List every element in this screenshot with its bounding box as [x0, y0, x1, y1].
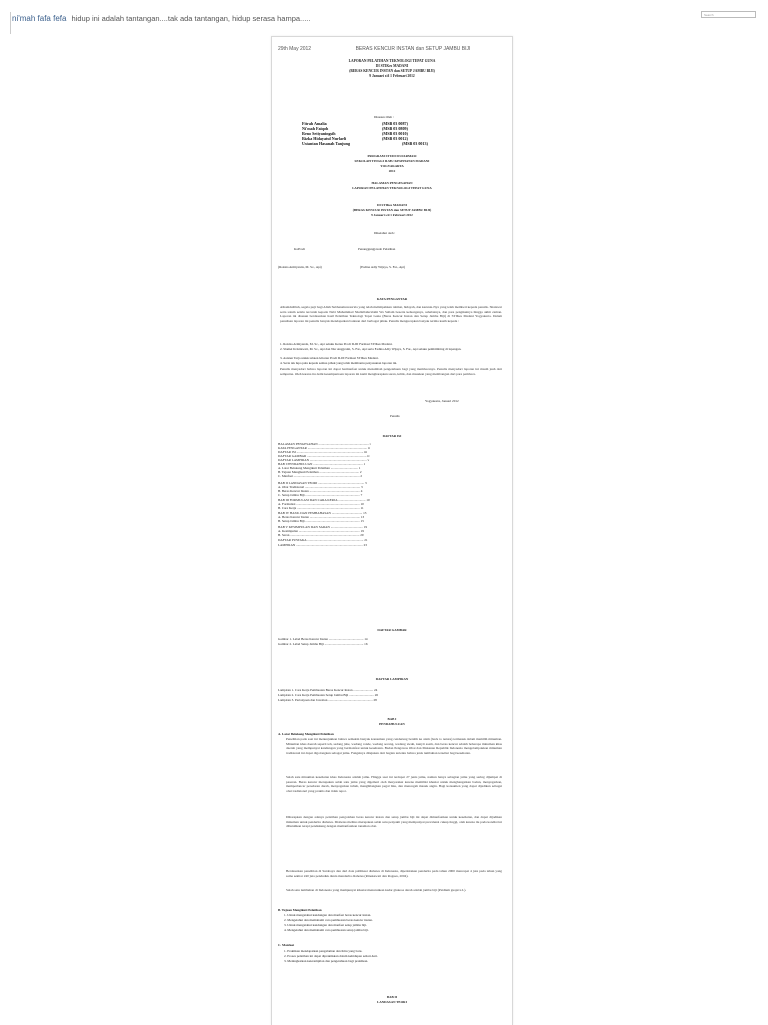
goal-item: 1. Untuk mengetahui kandungan dan manfaat beras kencur instan.	[284, 913, 372, 917]
approval-known: Diketahui oleh :	[374, 231, 396, 235]
cover-line-1: LAPORAN PELATIHAN TEKNOLOGI TEPAT GUNA	[348, 59, 436, 63]
appendix-heading: DAFTAR LAMPIRAN	[375, 677, 409, 681]
member-nim: (MSB 03 0087)	[382, 121, 408, 126]
toc-entry: B. Setup Jambu Biji .................................................................. 15	[278, 519, 364, 523]
preface-paragraph-1: Alhamdulillah, segala puji bagi Allah Subhanahuwata'ala yang telah melimpahkan rahmat, hidayah, dan karunia-Nya yang telah memberi kepada penulis. Shalawat serta salam selalu tercurah kepada Nabi Muhammad Shallallahu'alaihi Wa Sallam beserta keluarganya, sahabatnya, dan para pengikutnya hingga akhir zaman. Laporan ini disusun berdasarkan hasil Pelatihan Teknologi Tepat Guna (Beras Kencur Instan dan Setup Jambu Biji) di STIKes Madani Yogyakarta. Dalam penulisan laporan ini penulis banyak mendapatkan bantuan dari berbagai pihak. Penulis mengucapkan banyak terima kasih kepada :	[280, 305, 502, 324]
benefit-item: 1. Praktikan mendapatkan pengalaman dan ilmu yang baru.	[284, 949, 363, 953]
toc-entry: DAFTAR ISI ................................................................................. iii	[278, 450, 367, 454]
search-input[interactable]: Search	[701, 11, 756, 18]
member-nim: (MSB 03 0010)	[382, 131, 408, 136]
cover-line-4: 9 Januari s/d 1 Februari 2012	[369, 74, 415, 78]
benefit-item: 2. Proses pelatihan ini dapat dipraktikkan dalam kehidupan sehari-hari.	[284, 954, 378, 958]
approval-line-5: 9 Januari s/d 1 Februari 2012	[371, 213, 413, 217]
toc-entry: B. Tujuan Mengikuti Pelatihan ................................................ 2	[278, 470, 362, 474]
member-name: Rizka Hidayatul Nurlaeli	[302, 136, 347, 141]
blog-tagline: hidup ini adalah tantangan....tak ada tantangan, hidup serasa hampa.....	[71, 14, 311, 23]
toc-entry: A. Latar Belakang Mengikuti Pelatihan ................................. 1	[278, 466, 361, 470]
prodi-year: 2012	[388, 169, 396, 173]
toc-entry: BAB IV HASIL DAN PEMBAHASAN ..................................... 13	[278, 511, 367, 515]
prodi-line-1: PROGRAM STUDI D3 FARMASI	[367, 154, 417, 158]
chapter-1-label: BAB I	[387, 717, 397, 721]
preface-place-date: Yogyakarta, Januari 2012	[425, 399, 459, 403]
approval-line-2: LAPORAN PELATIHAN TEKNOLOGI TEPAT GUNA	[352, 186, 432, 190]
approval-line-3: DI STIKes MADANI	[377, 203, 407, 207]
toc-entry: A. Beras Kencur Instan ............................................................. 13	[278, 515, 365, 519]
toc-entry: B. Cara Kerja ............................................................................ 11	[278, 506, 364, 510]
post-article	[271, 36, 513, 1025]
section-a-paragraph-4: Berdasarkan penelitian di Surabaya dan dari data publikasi diabetes di Indonesia, diperkirakan penderita pada tahun 2000 mencapai 4 juta pada tahun yang sama sekitar 240 juta penduduk dunia menderita diabetes (Rinakawati dan Rogues, 2004).	[286, 869, 502, 878]
section-c-heading: C. Manfaat	[278, 943, 295, 947]
header-divider	[10, 12, 11, 34]
chapter-2-title: LANDASAN TEORI	[377, 1000, 407, 1004]
toc-entry: A. Obat Tradisional ................................................................... 3	[278, 485, 363, 489]
member-name: Ni'mah Faiqoh	[302, 126, 329, 131]
toc-entry: C. Manfaat ................................................................................ 2	[278, 474, 363, 478]
blog-title-bar	[12, 14, 310, 23]
prodi-line-3: YOGYAKARTA	[380, 164, 404, 168]
member-nim: (MSB 03 0012)	[382, 136, 408, 141]
toc-entry: BAB II LANDASAN TEORI ........................................................ 3	[278, 481, 367, 485]
blog-header	[0, 0, 768, 38]
figures-heading: DAFTAR GAMBAR	[377, 628, 407, 632]
toc-entry: A. Kesimpulan .......................................................................... 19	[278, 529, 364, 533]
toc-entry: DAFTAR PUSTAKA .................................................................... 21	[278, 538, 368, 542]
preface-item: 1. Rokiza Armiyanda, M. Sc., Apt selaku Ketua Prodi D-III Farmasi STIKes Madani.	[280, 342, 393, 346]
toc-entry: B. Saran .................................................................................... 20	[278, 533, 364, 537]
toc-entry: HALAMAN PENGESAHAN ............................................................. i	[278, 442, 371, 446]
cover-line-3: (BERAS KENCUR INSTAN dan SETUP JAMBU BIJI)	[349, 69, 435, 73]
chapter-1-title: PENDAHULUAN	[379, 722, 405, 726]
approval-right-role: Penanggungjawab Pelatihan	[358, 247, 396, 251]
member-nim: (MSB 03 0809)	[382, 126, 408, 131]
section-b-heading: B. Tujuan Mengikuti Pelatihan	[278, 908, 322, 912]
cover-line-2: DI STIKes MADANI	[375, 64, 409, 68]
toc-heading: DAFTAR ISI	[382, 434, 402, 438]
preface-item: 4. Serta tak lupa pula kepada semua pihak yang telah membantu penyusunan laporan ini.	[280, 361, 398, 365]
approval-left-name: (Rokiza Armiyanda, M. Sc., Apt)	[278, 265, 322, 269]
goal-item: 4. Mengetahui dan memahami cara pembuatan setup jambu biji.	[284, 928, 369, 932]
approval-heading: HALAMAN PENGESAHAN	[371, 181, 413, 185]
toc-entry: DAFTAR LAMPIRAN ..................................................................... v	[278, 458, 370, 462]
section-a-paragraph-1: Penelitian pada saat ini menunjukkan bahwa semakin banyak konsumen yang cenderung beralih ke alam (back to nature) termasuk dalam memilih minuman. Minuman khas daerah seperti teh, sedang jahe, wedang ronde, wedang secang, wedang uwuh, kunyit asam, dan beras kencur adalah beberapa minuman khas daerah yang mempunyai kandungan yang bermanfaat untuk kesehatan. Badan Pengawas Obat dan Makanan Republik Indonesia mengelompokkan minuman tradisional ini dapat digolongkan sebagai jamu. Fungsinya ditujukan dari bagian tertentu bahwa jenis tumbuhan tersebut bagi kesehatan.	[286, 737, 502, 756]
goal-item: 3. Untuk mengetahui kandungan dan manfaat setup jambu biji.	[284, 923, 367, 927]
blog-name-link[interactable]: ni'mah fafa fefa	[12, 14, 67, 23]
approval-line-4: (BERAS KENCUR INSTAN dan SETUP JAMBU BIJI)	[352, 208, 432, 212]
member-name: Reno Setiyaningsih	[302, 131, 336, 136]
member-name: Ustantan Hasanah Tanjung	[302, 141, 351, 146]
section-a-paragraph-5: Salah satu tumbuhan di Indonesia yang mempunyai khasiat menurunkan kadar glukosa darah adalah jambu biji (Psidium guajava L).	[286, 888, 467, 892]
post-date: 29th May 2012	[278, 46, 312, 52]
appendix-entry: Lampiran 2. Cara Kerja Pembuatan Setup Jambu Biji .............................. 26	[278, 693, 378, 697]
toc-entry: KATA PENGANTAR ........................................................................ ii	[278, 446, 370, 450]
benefit-item: 3. Meningkatkan keterampilan dan pengetahuan bagi praktikan.	[284, 959, 369, 963]
appendix-entry: Lampiran 1. Cara Kerja Pembuatan Beras Kencur Instan ........................ 24	[278, 688, 378, 692]
toc-entry: A. Formulasi ............................................................................. 10	[278, 502, 364, 506]
appendix-entry: Lampiran 3. Pertanyaan dan Jawaban ...................................................... 28	[278, 698, 377, 702]
section-a-heading: A. Latar Belakang Mengikuti Pelatihan	[278, 732, 334, 736]
preface-signer: Penulis	[390, 414, 400, 418]
section-a-paragraph-2: Salah satu minuman kesehatan khas Indonesia adalah jamu. Hingga saat ini terdapat 27 jenis jamu, namun hanya sebagian jamu yang sering dijumpai di pasaran. Beras kencur merupakan salah satu jamu yang digemari oleh masyarakat karena memiliki khasiat untuk menghangatkan badan, menyegarkan, memperlancar peredaran darah, menyegarkan tubuh, menghilangkan pegal linu, dan mencegah masuk angin. Bagi konsumen yang dapat dijadikan sebagai obat tradisional yang praktis dan tidak repot.	[286, 775, 502, 794]
figure-entry: Gambar 1. Label Beras Kencur Instan .......................................... 14	[278, 637, 368, 641]
toc-entry: BAB I PENDAHULUAN ............................................................ 1	[278, 462, 366, 466]
toc-entry: C. Setup Jambu Biji .................................................................. 7	[278, 493, 363, 497]
toc-entry: DAFTAR GAMBAR ........................................................................ iv	[278, 454, 370, 458]
preface-paragraph-2: Penulis menyadari bahwa laporan ini dapat bermanfaat untuk menambah pengetahuan bagi yang membacanya. Penulis menyadari laporan ini masih jauh dari sempurna. Oleh karena itu demi kesempurnaan laporan ini kami mengharapkan saran, kritik, dan masukan yang membangun dari para pembaca.	[280, 367, 502, 376]
section-a-paragraph-3: Diharapkan dengan adanya pelatihan pengolahan beras kencur instan dan setup jambu biji ini dapat dimanfaatkan untuk kesehatan, dan dapat dijadikan minuman untuk penderita diabetes. Diabetes melitus merupakan salah satu penyakit yang mempunyai prevalensi cukup tinggi, oleh karena itu pada kondisi ini dibutuhkan terapi pendukung dengan memanfaatkan tanaman obat.	[286, 815, 502, 829]
preface-heading: KATA PENGANTAR	[376, 297, 408, 301]
toc-entry: LAMPIRAN ................................................................................. 23	[278, 543, 367, 547]
member-nim: (MSB 03 0013)	[402, 141, 428, 146]
toc-entry: B. Beras Kencur Instan ............................................................. 4	[278, 489, 363, 493]
approval-left-role: KaProdi	[294, 247, 305, 251]
preface-item: 3. Asisten Tarja untuk telaten lebaran Prodi D-III Farmasi STIKes Madani.	[280, 356, 379, 360]
chapter-2-label: BAB II	[386, 995, 398, 999]
member-name: Fitrah Amalia	[302, 121, 327, 126]
goal-item: 2. Mengetahui dan memahami cara pembuatan beras kencur instan.	[284, 918, 373, 922]
toc-entry: BAB V KESIMPULAN DAN SARAN ....................................... 19	[278, 525, 367, 529]
post-title[interactable]: BERAS KENCUR INSTAN dan SETUP JAMBU BIJI	[355, 46, 471, 52]
prodi-line-2: SEKOLAH TINGGI ILMU KESEHATAN MADANI	[354, 159, 430, 163]
figure-entry: Gambar 2. Label Setup Jambu Biji ............................................... 16	[278, 642, 368, 646]
toc-entry: BAB III FORMULASI DAN CARA KERJA ................................. 10	[278, 498, 370, 502]
preface-item: 2. Slamet Kristiawati, M. Sc., Apt dan Nur Anggraini, S. Far., Apt serta Esdina Adiy Wijaya, S. Far., Apt selaku pembimbing di lapangan.	[280, 347, 462, 351]
cover-by: Disusun Oleh :	[374, 115, 394, 119]
approval-right-name: (Esdina Adiy Wijaya, S. Far., Apt)	[360, 265, 406, 269]
